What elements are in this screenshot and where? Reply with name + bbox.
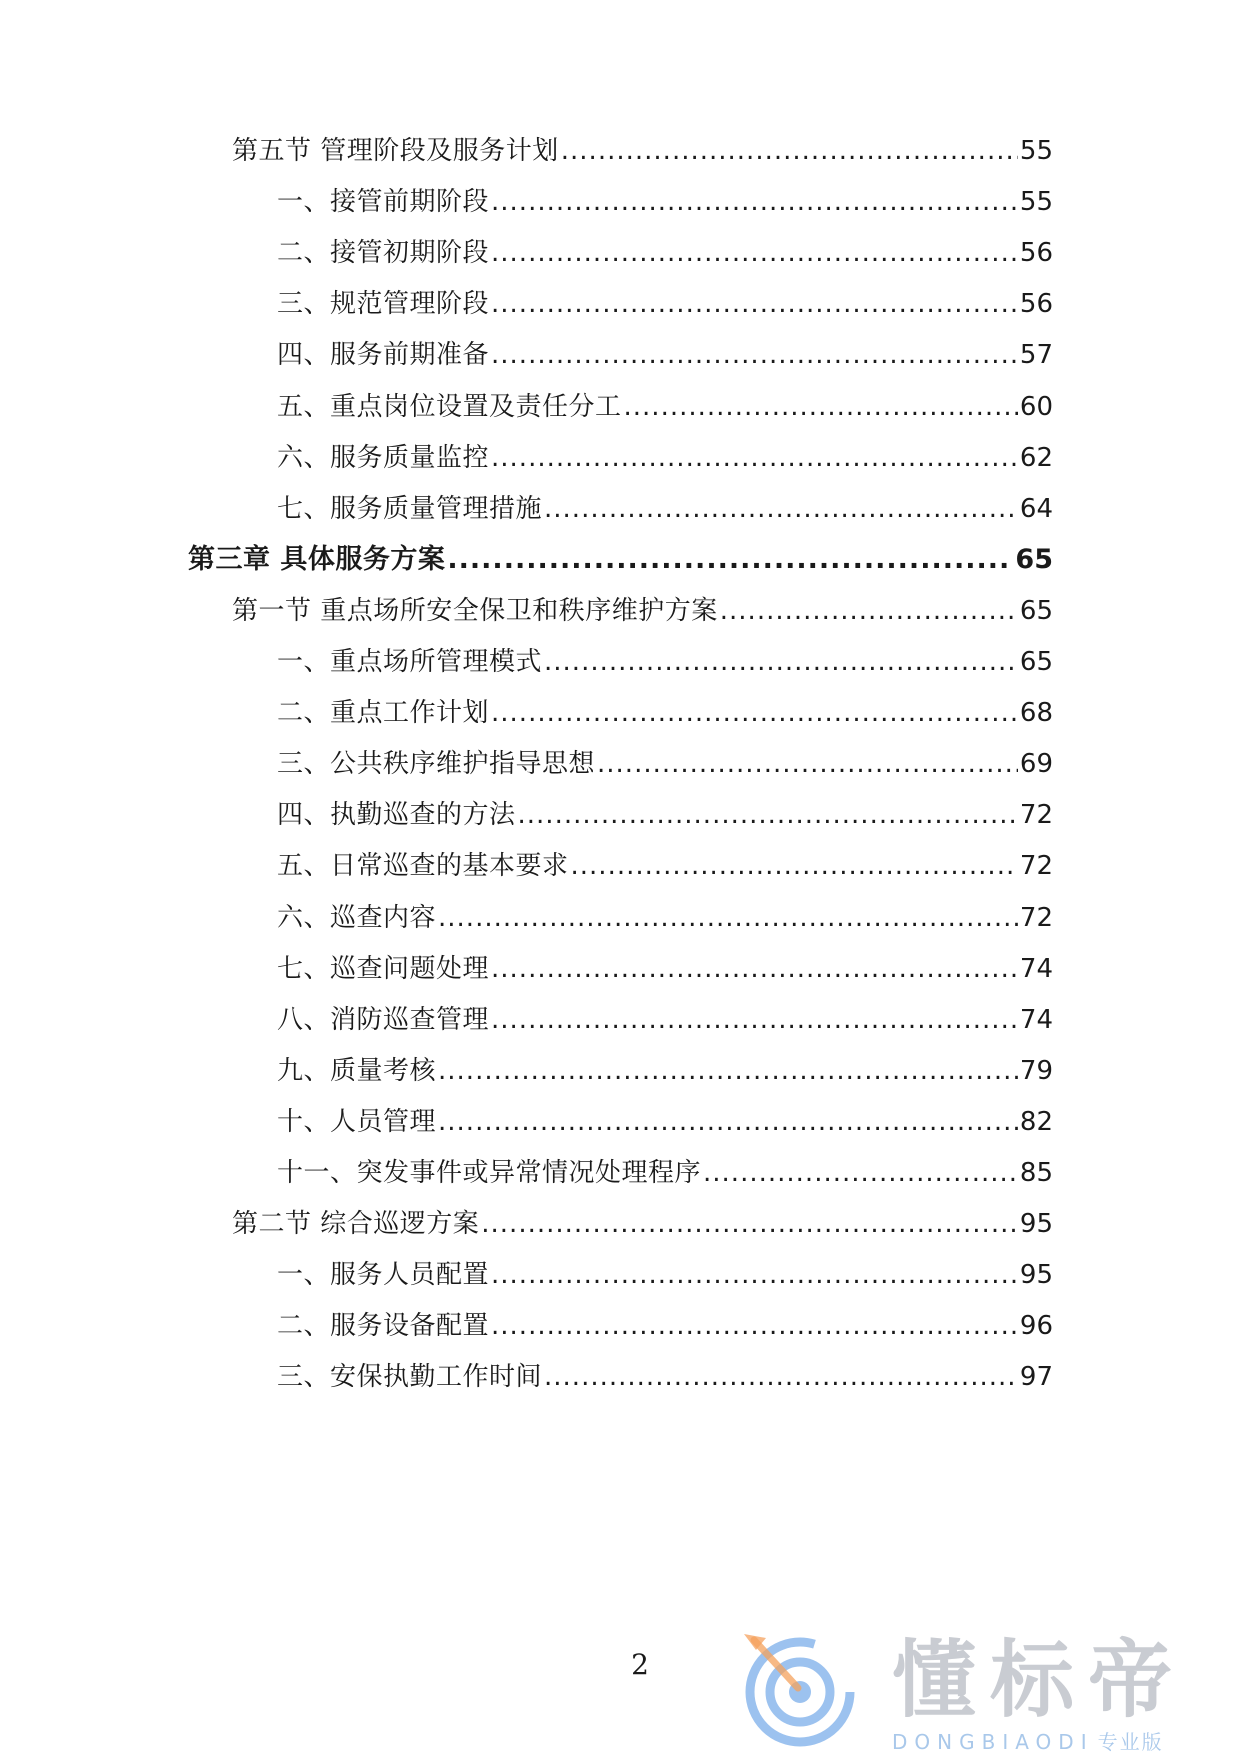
toc-entry-title: 三、安保执勤工作时间 xyxy=(277,1362,543,1393)
toc-entry-title: 一、服务人员配置 xyxy=(277,1260,490,1291)
toc-entry-page: 65 xyxy=(1019,595,1053,626)
toc-entry-title: 第五节 管理阶段及服务计划 xyxy=(232,136,559,166)
toc-entry-page: 62 xyxy=(1019,442,1053,473)
toc-entry-page: 95 xyxy=(1019,1209,1053,1240)
toc-entry-title: 八、消防巡查管理 xyxy=(277,1004,490,1035)
toc-entry-title: 二、重点工作计划 xyxy=(277,698,490,729)
toc-entry-page: 65 xyxy=(1019,647,1053,677)
watermark xyxy=(740,1630,1220,1754)
toc-entry-title: 七、巡查问题处理 xyxy=(277,953,490,984)
toc-entry-page: 55 xyxy=(1019,187,1053,218)
toc-dot-leader xyxy=(491,440,1018,476)
page-number: 2 xyxy=(631,1648,649,1681)
toc-dot-leader xyxy=(703,1155,1018,1191)
toc-entry xyxy=(277,235,1053,271)
toc-entry xyxy=(277,1155,1053,1191)
toc-entry-page: 68 xyxy=(1019,698,1053,729)
toc-entry-page: 95 xyxy=(1019,1260,1053,1291)
toc-entry-title: 九、质量考核 xyxy=(277,1055,437,1086)
toc-entry xyxy=(277,337,1053,373)
toc-entry xyxy=(277,491,1053,527)
toc-dot-leader xyxy=(544,1359,1018,1395)
toc-entry-page: 72 xyxy=(1019,800,1053,831)
toc-entry-title: 十、人员管理 xyxy=(277,1106,437,1137)
toc-entry-title: 四、服务前期准备 xyxy=(277,340,490,371)
toc-dot-leader xyxy=(720,593,1018,629)
toc-dot-leader xyxy=(491,235,1018,271)
toc-entry-page: 85 xyxy=(1019,1158,1053,1188)
toc-entry-page: 96 xyxy=(1019,1311,1053,1342)
toc-entry-title: 四、执勤巡查的方法 xyxy=(277,800,516,831)
toc-entry-title: 五、重点岗位设置及责任分工 xyxy=(277,391,622,422)
toc-dot-leader xyxy=(571,848,1018,884)
toc-dot-leader xyxy=(491,286,1018,322)
toc-entry xyxy=(277,1359,1053,1395)
toc-dot-leader xyxy=(561,133,1018,169)
toc-entry-page: 72 xyxy=(1019,851,1053,882)
toc-entry xyxy=(277,900,1053,936)
toc-entry xyxy=(277,848,1053,884)
toc-entry xyxy=(277,1002,1053,1038)
toc-entry-title: 第三章 具体服务方案 xyxy=(188,543,446,575)
toc-entry-page: 72 xyxy=(1019,902,1053,933)
toc-entry xyxy=(277,1053,1053,1089)
toc-dot-leader xyxy=(491,951,1018,987)
target-logo-icon xyxy=(740,1630,860,1750)
toc-dot-leader xyxy=(491,695,1018,731)
toc-entry xyxy=(277,746,1053,782)
toc-entry xyxy=(277,1308,1053,1344)
toc-entry-title: 一、接管前期阶段 xyxy=(277,187,490,218)
watermark-edition: 专业版 xyxy=(1097,1730,1164,1754)
toc-entry-page: 55 xyxy=(1019,136,1053,166)
toc-entry-title: 五、日常巡查的基本要求 xyxy=(277,851,569,882)
toc-entry-page: 56 xyxy=(1019,238,1053,269)
toc-dot-leader xyxy=(491,1308,1018,1344)
toc-entry xyxy=(277,644,1053,680)
toc-entry-page: 60 xyxy=(1019,391,1053,422)
toc-entry xyxy=(277,286,1053,322)
toc-entry-title: 二、服务设备配置 xyxy=(277,1311,490,1342)
toc-entry xyxy=(277,1257,1053,1293)
toc-entry-page: 74 xyxy=(1019,1004,1053,1035)
toc-entry-title: 第一节 重点场所安全保卫和秩序维护方案 xyxy=(232,595,718,626)
toc-entry xyxy=(232,133,1053,169)
toc-entry-page: 82 xyxy=(1019,1106,1053,1137)
toc-entry-title: 二、接管初期阶段 xyxy=(277,238,490,269)
toc-entry xyxy=(277,184,1053,220)
toc-entry-title: 三、规范管理阶段 xyxy=(277,289,490,320)
toc-entry xyxy=(232,593,1053,629)
toc-entry-title: 十一、突发事件或异常情况处理程序 xyxy=(277,1158,702,1188)
toc-entry-title: 第二节 综合巡逻方案 xyxy=(232,1209,480,1240)
toc-entry-page: 64 xyxy=(1019,493,1053,524)
toc-entry-page: 74 xyxy=(1019,953,1053,984)
toc-dot-leader xyxy=(491,184,1018,220)
toc-dot-leader xyxy=(518,797,1018,833)
toc-entry xyxy=(277,1104,1053,1140)
toc-entry xyxy=(277,951,1053,987)
toc-entry xyxy=(277,695,1053,731)
toc-dot-leader xyxy=(544,491,1018,527)
toc-entry xyxy=(277,797,1053,833)
toc-dot-leader xyxy=(481,1206,1018,1242)
watermark-brand-text: 懂标帝 xyxy=(892,1631,1187,1729)
toc-entry xyxy=(232,1206,1053,1242)
toc-entry xyxy=(277,440,1053,476)
toc-entry-title: 一、重点场所管理模式 xyxy=(277,647,543,677)
toc-dot-leader xyxy=(624,389,1018,425)
toc-dot-leader xyxy=(491,1002,1018,1038)
toc-entry-title: 七、服务质量管理措施 xyxy=(277,493,543,524)
toc-entry xyxy=(277,389,1053,425)
toc-dot-leader xyxy=(447,542,1013,578)
toc-dot-leader xyxy=(491,1257,1018,1293)
toc-dot-leader xyxy=(438,900,1018,936)
toc-dot-leader xyxy=(438,1053,1018,1089)
toc-entry-page: 79 xyxy=(1019,1055,1053,1086)
toc-dot-leader xyxy=(597,746,1018,782)
toc-dot-leader xyxy=(491,337,1018,373)
watermark-latin-text xyxy=(892,1726,1164,1755)
toc-entry-title: 三、公共秩序维护指导思想 xyxy=(277,749,596,780)
toc-entry-page: 69 xyxy=(1019,749,1053,780)
toc-entry-title: 六、巡查内容 xyxy=(277,902,437,933)
toc-dot-leader xyxy=(544,644,1018,680)
toc-entry-page: 56 xyxy=(1019,289,1053,320)
toc-entry-page: 97 xyxy=(1019,1362,1053,1393)
watermark-latin: DONGBIAODI xyxy=(892,1730,1094,1754)
toc-entry-page: 57 xyxy=(1019,340,1053,371)
toc-dot-leader xyxy=(438,1104,1018,1140)
toc-entry-page: 65 xyxy=(1015,543,1053,575)
toc-entry xyxy=(188,542,1053,578)
toc-entry-title: 六、服务质量监控 xyxy=(277,442,490,473)
